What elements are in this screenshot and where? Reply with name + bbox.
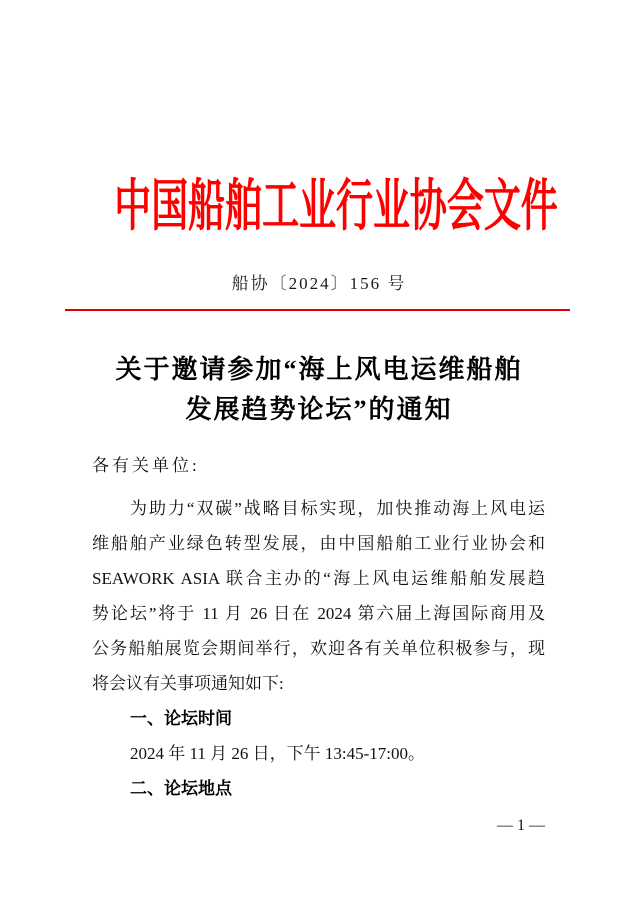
paragraph-line: 将会议有关事项通知如下: bbox=[92, 674, 284, 693]
red-separator-line bbox=[65, 309, 570, 311]
doc-number: 船协〔2024〕156 号 bbox=[231, 274, 407, 293]
section-heading-forum-time: 一、论坛时间 bbox=[130, 709, 232, 728]
salutation: 各有关单位: bbox=[92, 456, 200, 475]
issuer-banner bbox=[0, 166, 638, 248]
paragraph-line: 势论坛”将于 11 月 26 日在 2024 第六届上海国际商用及 bbox=[92, 604, 545, 623]
section-heading-forum-venue: 二、论坛地点 bbox=[130, 779, 232, 798]
body-paragraph bbox=[92, 491, 545, 701]
notice-title-line2: 发展趋势论坛”的通知 bbox=[185, 395, 453, 424]
notice-body bbox=[92, 448, 545, 806]
paragraph-line: 公务船舶展览会期间举行，欢迎各有关单位积极参与，现 bbox=[92, 639, 545, 658]
paragraph-line: SEAWORK ASIA 联合主办的“海上风电运维船舶发展趋 bbox=[92, 569, 545, 588]
notice-title-line1: 关于邀请参加“海上风电运维船舶 bbox=[115, 355, 523, 384]
issuer-banner-title: 中国船舶工业行业协会文件 bbox=[114, 176, 558, 238]
page-number: — 1 — bbox=[497, 817, 545, 834]
paragraph-line: 维船舶产业绿色转型发展，由中国船舶工业行业协会和 bbox=[92, 534, 545, 553]
forum-time-value: 2024 年 11 月 26 日，下午 13:45-17:00。 bbox=[130, 744, 425, 763]
notice-title bbox=[0, 350, 638, 430]
paragraph-line: 为助力“双碳”战略目标实现，加快推动海上风电运 bbox=[130, 499, 545, 518]
